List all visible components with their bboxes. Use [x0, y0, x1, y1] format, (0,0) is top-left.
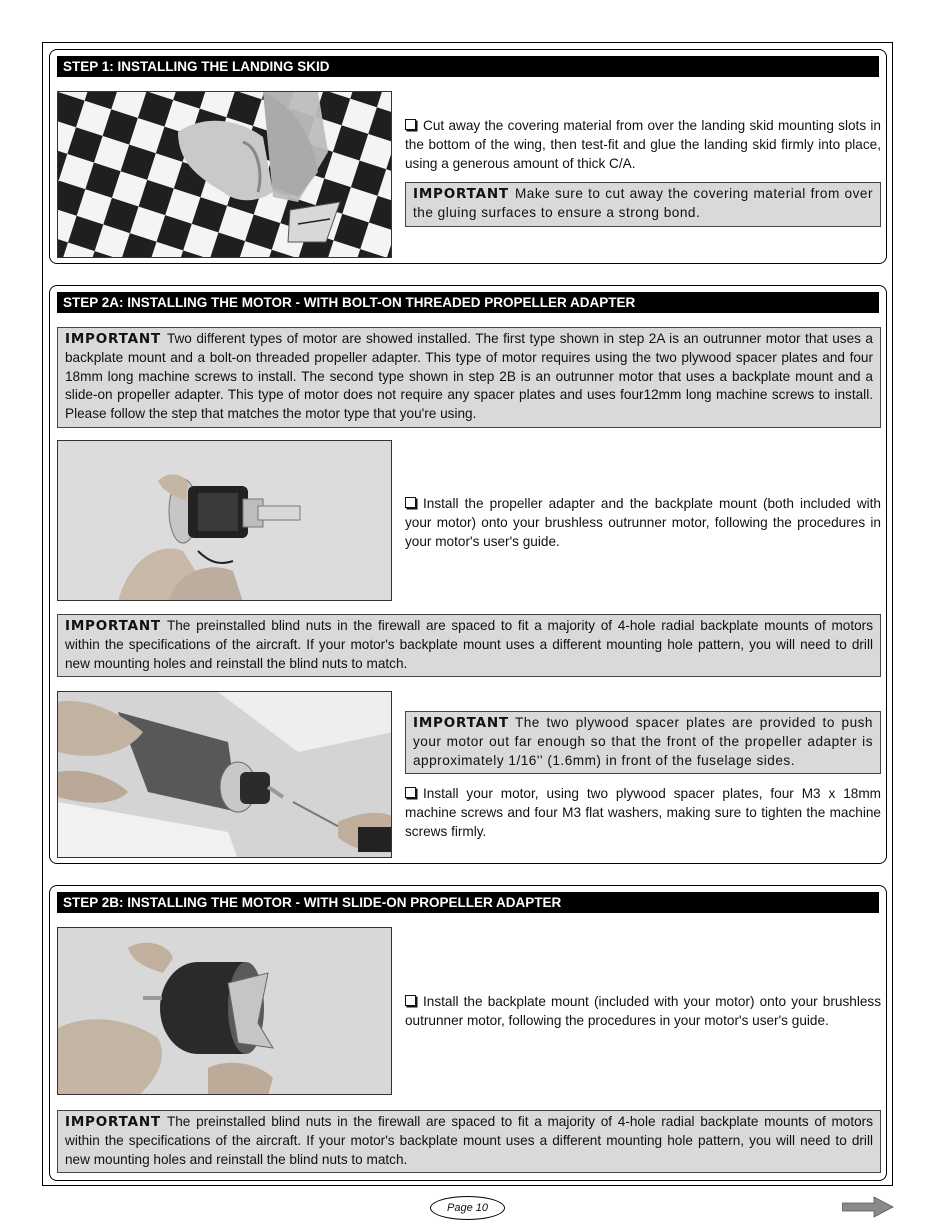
- important-label: IMPORTANT: [65, 618, 161, 634]
- checkbox-icon[interactable]: [405, 787, 416, 798]
- checkbox-icon[interactable]: [405, 119, 416, 130]
- important-label: IMPORTANT: [413, 715, 509, 731]
- step2a-spacer-note: [405, 711, 881, 774]
- step1-instruction: [405, 117, 881, 173]
- step2a-panel: [49, 285, 887, 864]
- step1-panel: [49, 49, 887, 264]
- next-page-arrow-icon[interactable]: [842, 1196, 894, 1223]
- step2b-header: STEP 2B: INSTALLING THE MOTOR - WITH SLIDE-ON PROPELLER ADAPTER: [57, 892, 879, 913]
- landing-skid-photo: [57, 91, 392, 258]
- important-text: Two different types of motor are showed installed. The first type shown in step 2A is an outrunner motor that uses a backplate mount and a bolt-on threaded propeller adapter. This type of motor requires using the two plywood spacer plates and four 18mm long machine screws to install. The second type shown in step 2B is an outrunner motor that uses a backplate mount and a slide-on propeller adapter. This type of motor does not require any spacer plates and uses four12mm long machine screws to install. Please follow the step that matches the motor type that you're using.: [65, 331, 873, 422]
- important-text: Make sure to cut away the covering material from over the gluing surfaces to ensure a strong bond.: [413, 186, 873, 220]
- page-number: Page 10: [430, 1196, 505, 1220]
- step2b-instruction: [405, 993, 881, 1031]
- step2a-intro-note: [57, 327, 881, 428]
- important-label: IMPORTANT: [65, 1114, 161, 1130]
- checkbox-icon[interactable]: [405, 497, 416, 508]
- checkbox-icon[interactable]: [405, 995, 416, 1006]
- step2a-instruction2: [405, 785, 881, 841]
- step2b-instruction-text: Install the backplate mount (included with your motor) onto your brushless outrunner motor, following the procedures in your motor's user's guide.: [405, 994, 881, 1028]
- important-text: The preinstalled blind nuts in the firewall are spaced to fit a majority of 4-hole radial backplate mounts of motors within the specifications of the aircraft. If your motor's backplate mount uses a different mounting hole pattern, you will need to drill new mounting holes and reinstall the blind nuts to match.: [65, 618, 873, 671]
- step1-important-note: [405, 182, 881, 227]
- motor-install-photo: [57, 691, 392, 858]
- step2b-important-note: [57, 1110, 881, 1173]
- step1-instruction-text: Cut away the covering material from over the landing skid mounting slots in the bottom of the wing, then test-fit and glue the landing skid firmly into place, using a generous amount of thick C/A.: [405, 118, 881, 171]
- slide-on-motor-photo: [57, 927, 392, 1095]
- step2a-instruction2-text: Install your motor, using two plywood spacer plates, four M3 x 18mm machine screws and four M3 flat washers, making sure to tighten the machine screws firmly.: [405, 786, 881, 839]
- step2a-instruction1-text: Install the propeller adapter and the backplate mount (both included with your motor) onto your brushless outrunner motor, following the procedures in your motor's user's guide.: [405, 496, 881, 549]
- step2a-header: STEP 2A: INSTALLING THE MOTOR - WITH BOLT-ON THREADED PROPELLER ADAPTER: [57, 292, 879, 313]
- important-text: The two plywood spacer plates are provided to push your motor out far enough so that the front of the propeller adapter is approximately 1/16'' (1.6mm) in front of the fuselage sides.: [413, 715, 873, 768]
- step2b-panel: [49, 885, 887, 1181]
- important-label: IMPORTANT: [65, 331, 161, 347]
- step2a-blind-nuts-note: [57, 614, 881, 677]
- step1-header: STEP 1: INSTALLING THE LANDING SKID: [57, 56, 879, 77]
- important-label: IMPORTANT: [413, 186, 509, 202]
- motor-adapter-photo: [57, 440, 392, 601]
- step2a-instruction1: [405, 495, 881, 551]
- important-text: The preinstalled blind nuts in the firewall are spaced to fit a majority of 4-hole radial backplate mounts of motors within the specifications of the aircraft. If your motor's backplate mount uses a different mounting hole pattern, you will need to drill new mounting holes and reinstall the blind nuts to match.: [65, 1114, 873, 1167]
